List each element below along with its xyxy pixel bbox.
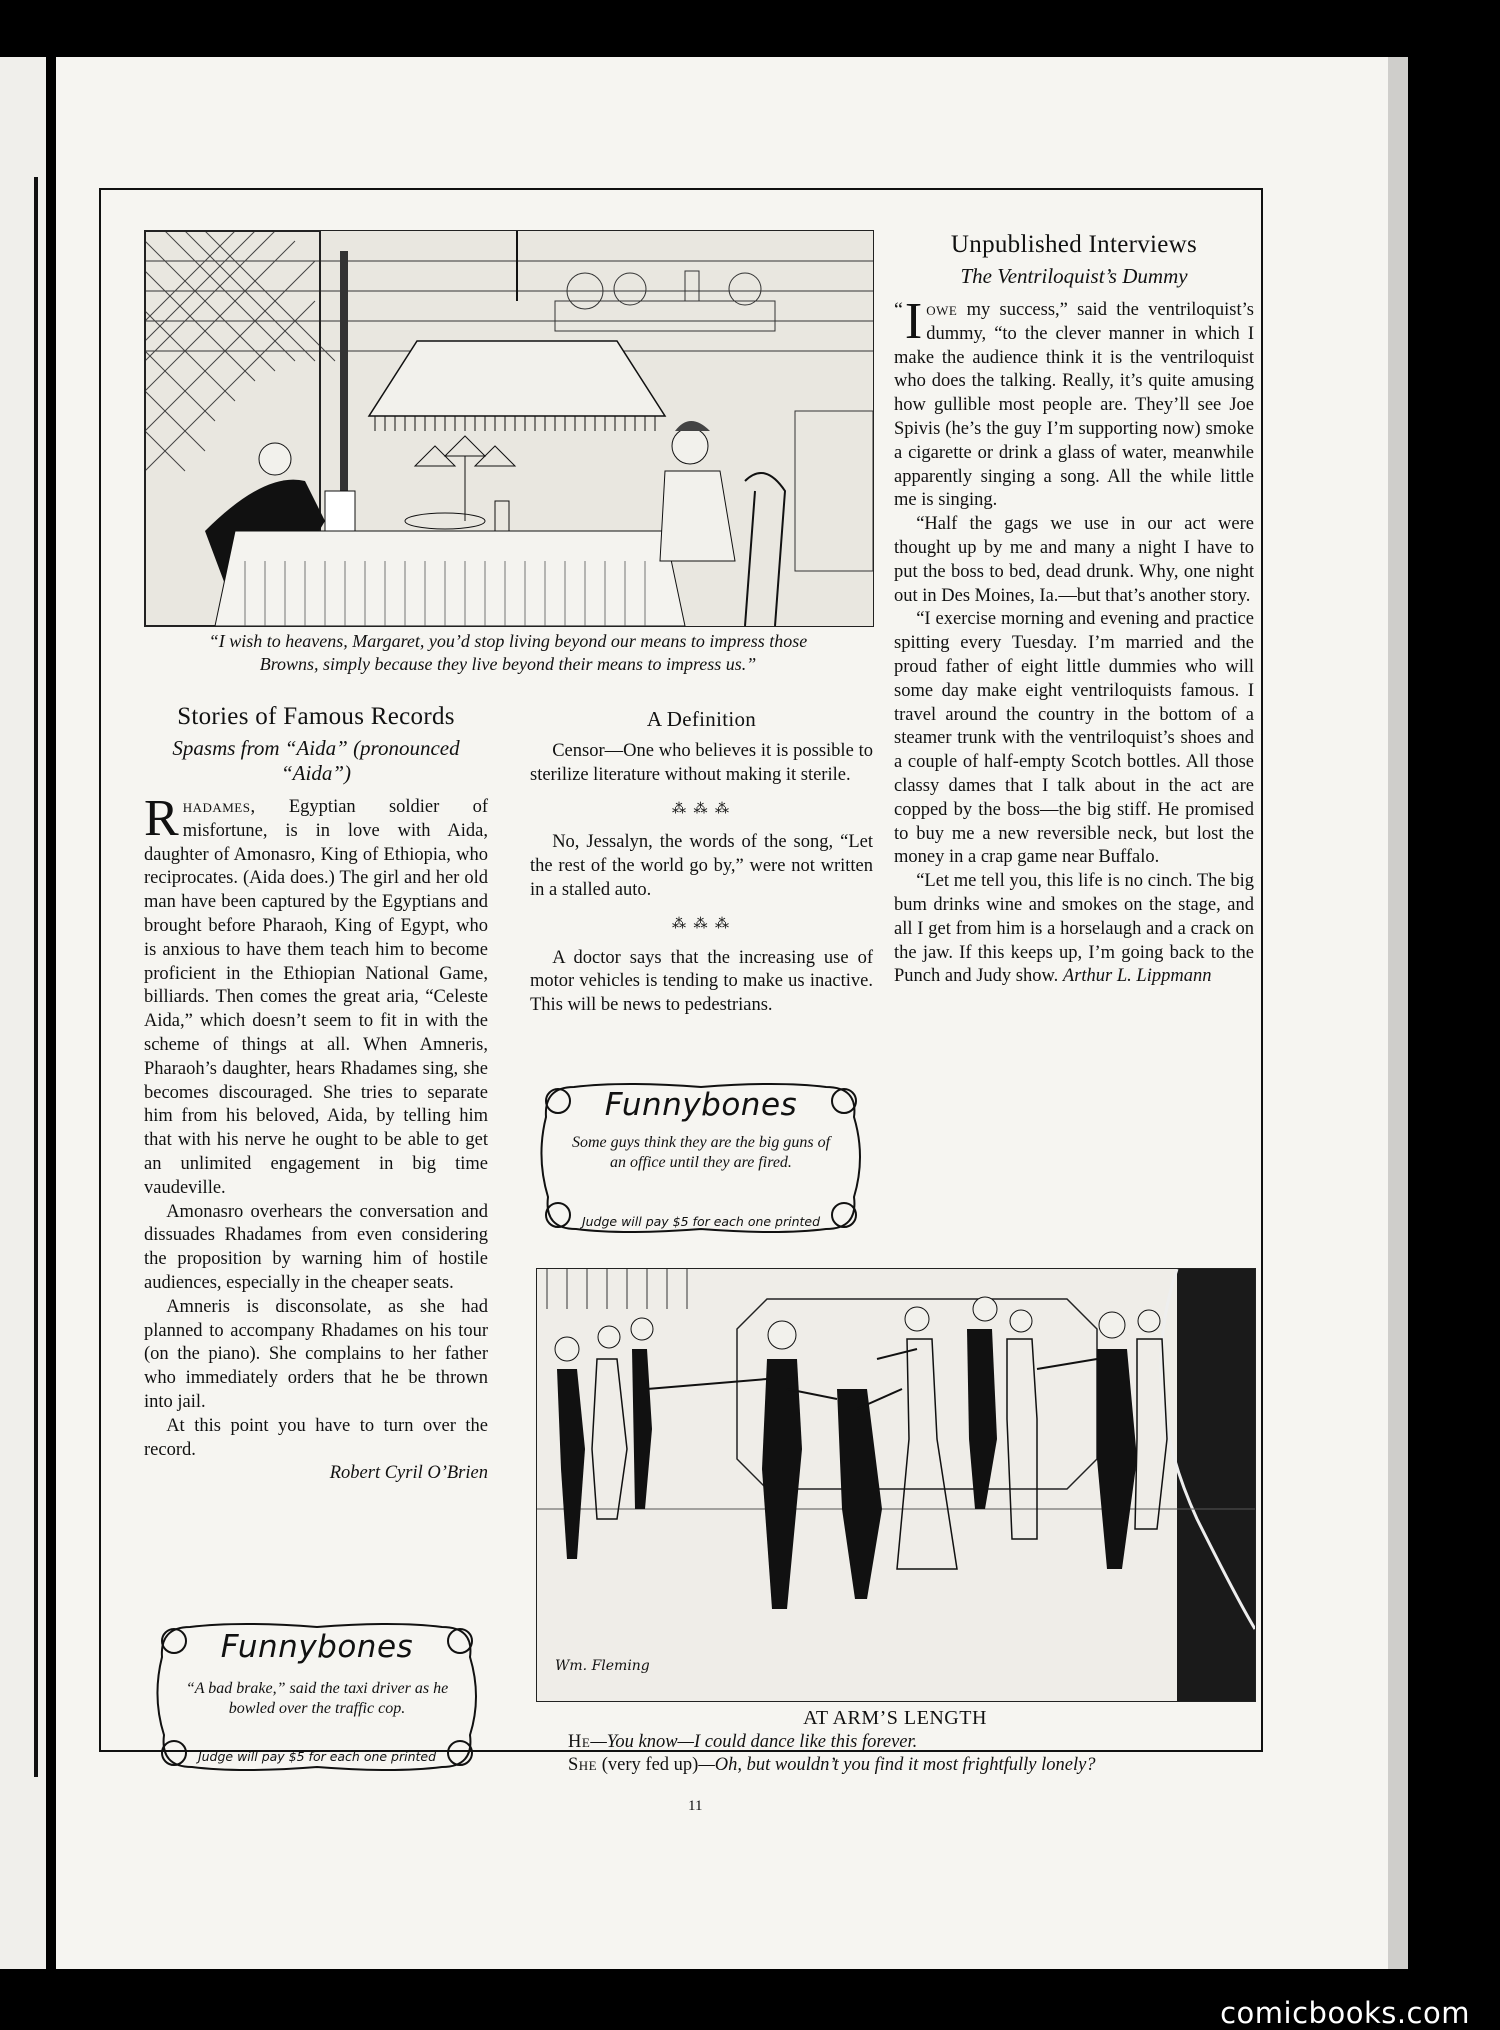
records-column — [144, 702, 488, 1486]
definition-column — [530, 704, 873, 1018]
interviews-open-quote: “ — [894, 299, 903, 321]
site-watermark: comicbooks.com — [1220, 1996, 1470, 2030]
cartoon-caption-line-2: Browns, simply because they live beyond their means to impress us.” — [259, 654, 757, 674]
records-paragraph-1 — [144, 790, 488, 1201]
funnybones-footer-2: Judge will pay $5 for each one printed — [197, 1749, 437, 1764]
definition-paragraph-2: No, Jessalyn, the words of the song, “Let the rest of the world go by,” were not written in a stalled auto. — [530, 832, 873, 900]
interviews-subtitle: The Ventriloquist’s Dummy — [960, 264, 1188, 288]
funnybones-text-2: “A bad brake,” said the taxi driver as he bowled over the traffic cop. — [185, 1680, 449, 1717]
funnybones-text-1: Some guys think they are the big guns of an office until they are fired. — [571, 1134, 831, 1171]
dance-caption-she — [568, 1754, 1096, 1777]
cartoon-caption-line-1: “I wish to heavens, Margaret, you’d stop living beyond our means to impress those — [208, 631, 808, 651]
dance-caption-he — [568, 1731, 917, 1754]
records-drop-cap: R — [144, 790, 179, 847]
dance-caption-he-label: He — [568, 1732, 591, 1752]
interviews-paragraph-1-text: my success,” said the ventriloquist’s dummy, “to the clever manner in which I make the audience think it is the ventriloquist who does the talking. Really, it’s quite amusing how gullible most people are. They’ll see Joe Spivis (he’s the guy I’m supporting now) smoke a cigarette or drink a glass of water, meanwhile apparently singing a song. All the while little me is singing. — [894, 300, 1254, 511]
cartoon-dancing-couples-drawing — [537, 1269, 1255, 1701]
interviews-author: Arthur L. Lippmann — [1062, 966, 1212, 987]
interviews-paragraph-1 — [894, 293, 1254, 513]
funnybones-footer-1: Judge will pay $5 for each one printed — [581, 1214, 821, 1229]
interviews-paragraph-3: “I exercise morning and evening and practice spitting every Tuesday. I’m married and the proud father of eight little dummies who will some day make eight ventriloquists famous. I travel around the country in the bottom of a steamer trunk with the ventriloquist’s shoes and a couple of half-empty Scotch bottles. All those classy dames that I talk about in the act are copped by the boss—the big stiff. He promised to buy me a new reversible neck, but lost the money in a crap game near Buffalo. — [894, 609, 1254, 868]
cartoon-caption — [144, 630, 872, 676]
interviews-paragraph-4-text: “Let me tell you, this life is no cinch. The big bum drinks wine and smokes on the stage, and all I get from him is a horselaugh and a crack on the jaw. If this keeps up, I’m going back to the Punch and Judy show. — [894, 871, 1254, 987]
definition-title: A Definition — [646, 707, 757, 731]
definition-paragraph-1: Censor—One who believes it is possible to sterilize literature without making it sterile. — [530, 741, 873, 785]
interviews-title: Unpublished Interviews — [950, 231, 1198, 258]
records-paragraph-1-text: Egyptian soldier of misfortune, is in love with Aida, daughter of Amonasro, King of Ethiopia, who reciprocates. (Aida does.) The girl and her old man have been captured by the Egyptians and brought before Pharaoh, King of Egypt, who is anxious to have them teach him to become proficient in the Ethiopian National Game, billiards. Then comes the great aria, “Celeste Aida,” which doesn’t seem to fit in with the scheme of things at all. When Amneris, Pharaoh’s daughter, hears Rhadames sing, she becomes discouraged. She tries to separate him from his beloved, Aida, by telling him that with his nerve he ought to be able to get an unlimited engagement in big time vaudeville. — [144, 797, 488, 1198]
interviews-paragraph-2: “Half the gags we use in our act were thought up by me and many a night I have to put the boss to bed, dead drunk. Why, one night out in Des Moines, Ia.—but that’s another story. — [894, 514, 1254, 606]
cartoon-dancing-couples — [536, 1268, 1256, 1702]
records-paragraph-4: At this point you have to turn over the record. — [144, 1415, 488, 1460]
page-number: 11 — [688, 1798, 703, 1814]
interviews-drop-cap: I — [904, 293, 923, 350]
definition-paragraph-3: A doctor says that the increasing use of motor vehicles is tending to make us inactive. This will be news to pedestrians. — [530, 947, 873, 1016]
dance-caption-she-text: —Oh, but wouldn’t you find it most frightfully lonely? — [698, 1755, 1096, 1775]
dance-cartoon-title: AT ARM’S LENGTH — [803, 1707, 987, 1729]
dance-caption-she-label: She — [568, 1755, 598, 1775]
dance-caption-he-text: —You know—I could dance like this forever. — [590, 1732, 918, 1752]
funnybones-title-1: Funnybones — [604, 1087, 798, 1123]
records-paragraph-2: Amonasro overhears the conversation and dissuades Rhadames from even considering the proposition by warning him of hostile audiences, especially in the cheaper seats. — [144, 1201, 488, 1293]
adjacent-page-rule — [34, 177, 38, 1777]
interviews-lead-word: owe — [926, 300, 958, 320]
section-divider-stars: ⁂ ⁂ ⁂ — [672, 916, 731, 932]
section-divider-stars: ⁂ ⁂ ⁂ — [672, 801, 731, 817]
records-author: Robert Cyril O’Brien — [329, 1463, 488, 1484]
artist-signature: Wm. Fleming — [555, 1658, 650, 1674]
adjacent-page-edge — [0, 57, 46, 1969]
cartoon-dining-room-drawing — [145, 231, 873, 626]
records-lead-word: hadames, — [182, 797, 256, 817]
records-title: Stories of Famous Records — [177, 703, 455, 730]
interviews-column — [894, 230, 1254, 989]
dance-caption-she-aside: (very fed up) — [597, 1755, 699, 1775]
page-fold-shadow — [1388, 57, 1408, 1969]
funnybones-title-2: Funnybones — [220, 1629, 414, 1665]
records-subtitle: Spasms from “Aida” (pronounced “Aida”) — [172, 736, 460, 785]
funnybones-box-2 — [150, 1617, 484, 1777]
cartoon-dining-room — [144, 230, 874, 627]
records-paragraph-3: Amneris is disconsolate, as she had planned to accompany Rhadames on his tour (on the piano). She complains to her father who immediately orders that he be thrown into jail. — [144, 1296, 488, 1412]
interviews-paragraph-4 — [894, 870, 1254, 989]
funnybones-box-1 — [534, 1077, 868, 1239]
